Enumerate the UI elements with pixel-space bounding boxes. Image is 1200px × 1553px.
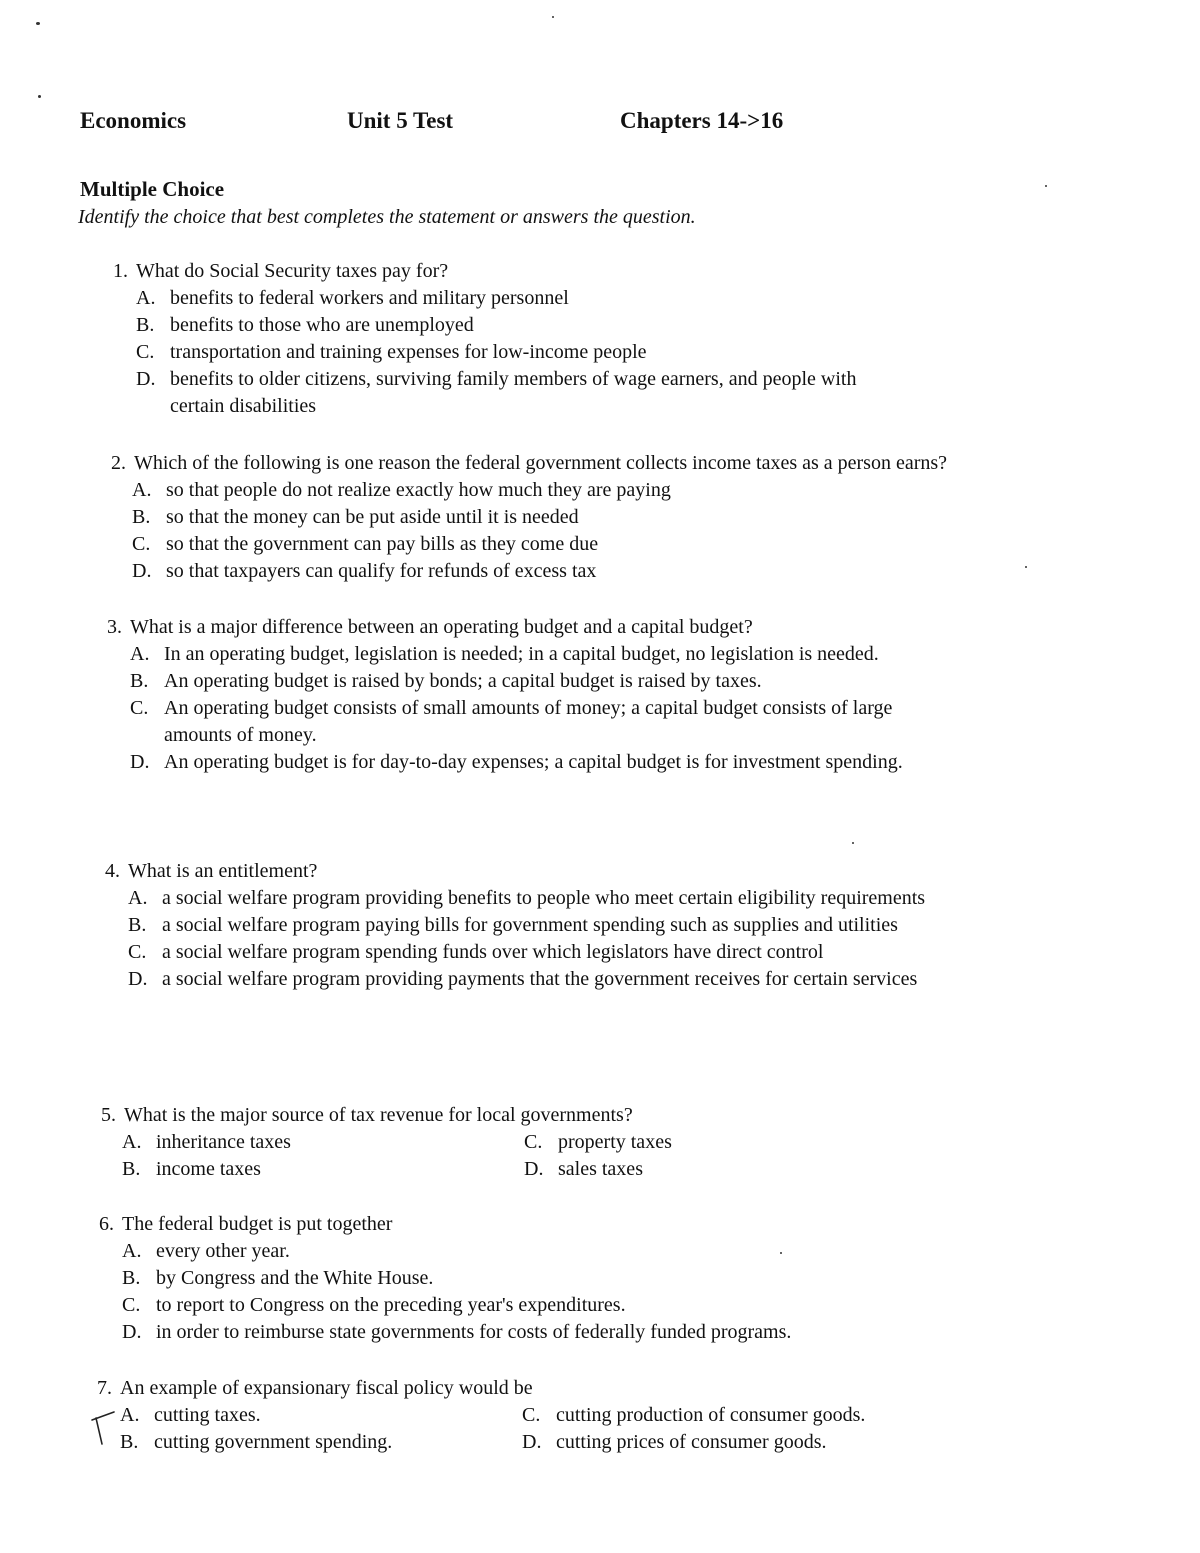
choice-list [132,477,892,585]
choice-text: transportation and training expenses for low-income people [170,341,647,363]
choice-a[interactable] [132,477,892,504]
choice-b[interactable] [122,1156,502,1183]
choice-list [128,885,928,993]
choice-text: so that people do not realize exactly how much they are paying [166,479,671,501]
choice-c[interactable] [132,531,892,558]
choice-text: inheritance taxes [156,1131,291,1153]
question-number: 5. [101,1104,116,1126]
scan-speck [552,16,554,18]
question-number: 1. [113,260,128,282]
choice-letter: C. [524,1131,543,1153]
choice-c[interactable] [128,939,928,966]
choice-letter: C. [132,533,151,555]
question-stem: What is a major difference between an operating budget and a capital budget? [130,616,753,638]
choice-text: An operating budget is for day-to-day expenses; a capital budget is for investment spending. [164,751,903,773]
choice-text: to report to Congress on the preceding year's expenditures. [156,1294,626,1316]
choice-letter: A. [120,1404,140,1426]
choice-column-right [522,1402,902,1456]
question-stem: What is an entitlement? [128,860,318,882]
choice-text: In an operating budget, legislation is needed; in a capital budget, no legislation is needed. [164,643,879,665]
question-number: 7. [97,1377,112,1399]
unit-title: Unit 5 Test [347,108,454,133]
choice-letter: D. [524,1158,544,1180]
question-stem: What do Social Security taxes pay for? [136,260,449,282]
choice-text: property taxes [558,1131,672,1153]
choice-text: in order to reimburse state governments for costs of federally funded programs. [156,1321,792,1343]
choice-a[interactable] [128,885,928,912]
choice-letter: B. [128,914,147,936]
choice-text: a social welfare program providing benefits to people who meet certain eligibility requirements [162,887,926,909]
choice-d[interactable] [132,558,892,585]
scan-speck [1045,185,1047,187]
choice-b[interactable] [128,912,928,939]
choice-letter: A. [128,887,148,909]
choice-text: a social welfare program providing payments that the government receives for certain services [162,968,918,990]
choice-list [136,285,896,420]
choice-text: a social welfare program paying bills for government spending such as supplies and utilities [162,914,898,936]
choice-letter: A. [122,1131,142,1153]
scan-speck [852,842,854,844]
choice-text: so that the government can pay bills as they come due [166,533,599,555]
choice-a[interactable] [120,1402,500,1429]
choice-a[interactable] [122,1238,942,1265]
choice-a[interactable] [136,285,896,312]
choice-d[interactable] [522,1429,902,1456]
scan-speck [780,1252,782,1254]
choice-letter: B. [122,1158,141,1180]
choice-text: income taxes [156,1158,261,1180]
choice-text: benefits to older citizens, surviving family members of wage earners, and people with certain disabilities [170,368,857,417]
choice-b[interactable] [136,312,896,339]
choice-letter: C. [130,697,149,719]
choice-text: by Congress and the White House. [156,1267,434,1289]
instructions: Identify the choice that best completes the statement or answers the question. [78,206,696,228]
question-number: 3. [107,616,122,638]
choice-letter: B. [136,314,155,336]
choice-text: An operating budget is raised by bonds; a capital budget is raised by taxes. [164,670,762,692]
choice-text: a social welfare program spending funds over which legislators have direct control [162,941,824,963]
choice-column-left [122,1129,502,1183]
choice-text: so that taxpayers can qualify for refunds of excess tax [166,560,597,582]
choice-letter: D. [132,560,152,582]
section-title: Multiple Choice [80,177,225,201]
choice-b[interactable] [120,1429,500,1456]
choice-c[interactable] [130,695,930,749]
choice-text: cutting prices of consumer goods. [556,1431,827,1453]
choice-letter: C. [128,941,147,963]
scan-speck [38,95,41,98]
choice-text: An operating budget consists of small amounts of money; a capital budget consists of large amounts of money. [164,697,893,746]
scan-speck [1025,566,1027,568]
choice-text: every other year. [156,1240,290,1262]
choice-list [130,641,930,776]
chapters-title: Chapters 14->16 [620,108,784,133]
choice-c[interactable] [122,1292,942,1319]
scan-speck [36,22,40,25]
choice-text: benefits to those who are unemployed [170,314,474,336]
choice-letter: C. [136,341,155,363]
choice-c[interactable] [136,339,896,366]
choice-column-right [524,1129,904,1183]
choice-b[interactable] [130,668,930,695]
choice-list [122,1238,942,1346]
choice-d[interactable] [128,966,928,993]
choice-text: cutting government spending. [154,1431,393,1453]
choice-column-left [120,1402,500,1456]
choice-b[interactable] [132,504,892,531]
choice-letter: A. [132,479,152,501]
choice-a[interactable] [122,1129,502,1156]
choice-c[interactable] [524,1129,904,1156]
choice-letter: D. [522,1431,542,1453]
question-number: 4. [105,860,120,882]
choice-letter: B. [130,670,149,692]
choice-text: sales taxes [558,1158,643,1180]
question-number: 2. [111,452,126,474]
choice-text: benefits to federal workers and military personnel [170,287,569,309]
choice-letter: A. [122,1240,142,1262]
choice-letter: C. [522,1404,541,1426]
question-stem: An example of expansionary fiscal policy would be [120,1377,533,1399]
choice-letter: A. [130,643,150,665]
choice-letter: D. [130,751,150,773]
choice-letter: B. [132,506,151,528]
choice-letter: B. [122,1267,141,1289]
question-stem: What is the major source of tax revenue for local governments? [124,1104,633,1126]
question-stem: The federal budget is put together [122,1213,393,1235]
choice-c[interactable] [522,1402,902,1429]
choice-text: so that the money can be put aside until it is needed [166,506,579,528]
choice-letter: C. [122,1294,141,1316]
choice-letter: D. [136,368,156,390]
choice-text: cutting production of consumer goods. [556,1404,866,1426]
choice-d[interactable] [122,1319,942,1346]
choice-a[interactable] [130,641,930,668]
choice-text: cutting taxes. [154,1404,261,1426]
choice-d[interactable] [130,749,930,776]
question-stem: Which of the following is one reason the federal government collects income taxes as a person earns? [134,452,948,474]
handwritten-check-mark-icon [88,1408,118,1448]
choice-b[interactable] [122,1265,942,1292]
question-number: 6. [99,1213,114,1235]
choice-letter: A. [136,287,156,309]
choice-letter: D. [122,1321,142,1343]
choice-letter: D. [128,968,148,990]
choice-letter: B. [120,1431,139,1453]
choice-d[interactable] [524,1156,904,1183]
subject-title: Economics [80,108,187,133]
choice-d[interactable] [136,366,896,420]
